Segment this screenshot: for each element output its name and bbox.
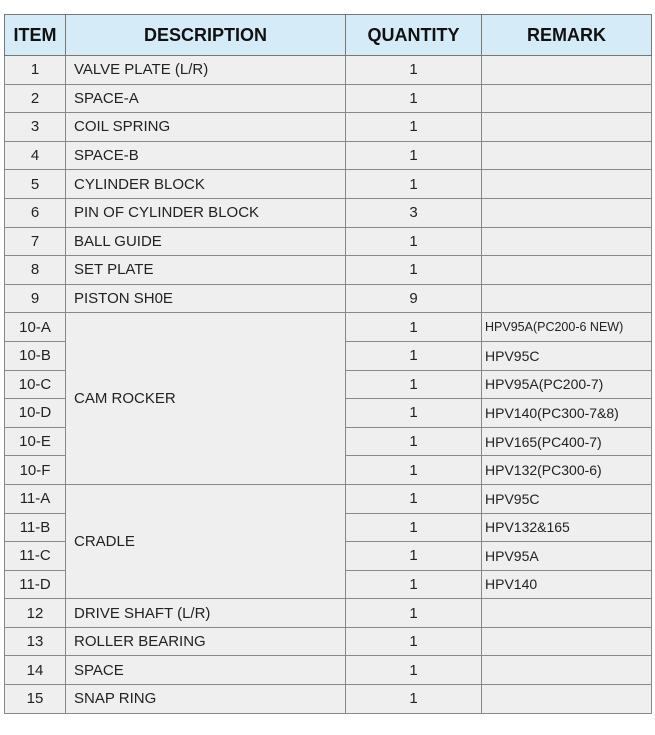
item-cell: 4	[5, 141, 66, 170]
parts-table	[4, 14, 652, 714]
table-row	[5, 627, 652, 656]
table-row	[5, 256, 652, 285]
table-row	[5, 84, 652, 113]
remark-cell	[482, 227, 652, 256]
remark-cell: HPV95A(PC200-6 NEW)	[482, 313, 652, 342]
description-cell: SPACE-B	[66, 141, 346, 170]
quantity-cell: 1	[346, 227, 482, 256]
description-cell: CYLINDER BLOCK	[66, 170, 346, 199]
item-cell: 10-C	[5, 370, 66, 399]
header-quantity: QUANTITY	[346, 15, 482, 56]
table-row	[5, 198, 652, 227]
item-cell: 7	[5, 227, 66, 256]
item-cell: 9	[5, 284, 66, 313]
table-row	[5, 141, 652, 170]
remark-cell: HPV132(PC300-6)	[482, 456, 652, 485]
table-row	[5, 656, 652, 685]
quantity-cell: 1	[346, 170, 482, 199]
quantity-cell: 1	[346, 399, 482, 428]
quantity-cell: 1	[346, 542, 482, 571]
remark-cell	[482, 170, 652, 199]
table-row	[5, 227, 652, 256]
description-cell: PIN OF CYLINDER BLOCK	[66, 198, 346, 227]
table-row	[5, 284, 652, 313]
remark-cell	[482, 198, 652, 227]
item-cell: 10-D	[5, 399, 66, 428]
item-cell: 11-C	[5, 542, 66, 571]
item-cell: 11-A	[5, 484, 66, 513]
quantity-cell: 1	[346, 313, 482, 342]
description-cell: SET PLATE	[66, 256, 346, 285]
table-row	[5, 170, 652, 199]
table-row	[5, 313, 652, 342]
item-cell: 1	[5, 56, 66, 85]
quantity-cell: 1	[346, 570, 482, 599]
item-cell: 10-F	[5, 456, 66, 485]
quantity-cell: 1	[346, 113, 482, 142]
remark-cell	[482, 685, 652, 714]
quantity-cell: 1	[346, 656, 482, 685]
item-cell: 6	[5, 198, 66, 227]
remark-cell	[482, 284, 652, 313]
description-cell: VALVE PLATE (L/R)	[66, 56, 346, 85]
remark-cell: HPV95C	[482, 341, 652, 370]
item-cell: 2	[5, 84, 66, 113]
remark-cell	[482, 113, 652, 142]
description-cell: COIL SPRING	[66, 113, 346, 142]
item-cell: 5	[5, 170, 66, 199]
remark-cell	[482, 599, 652, 628]
quantity-cell: 1	[346, 599, 482, 628]
remark-cell	[482, 656, 652, 685]
quantity-cell: 1	[346, 341, 482, 370]
remark-cell: HPV165(PC400-7)	[482, 427, 652, 456]
table-row	[5, 56, 652, 85]
remark-cell	[482, 56, 652, 85]
description-cell: DRIVE SHAFT (L/R)	[66, 599, 346, 628]
item-cell: 13	[5, 627, 66, 656]
description-cell: SPACE	[66, 656, 346, 685]
quantity-cell: 1	[346, 427, 482, 456]
table-row	[5, 685, 652, 714]
description-cell: CRADLE	[66, 484, 346, 598]
quantity-cell: 1	[346, 456, 482, 485]
remark-cell	[482, 84, 652, 113]
table-row	[5, 599, 652, 628]
remark-cell: HPV132&165	[482, 513, 652, 542]
description-cell: SNAP RING	[66, 685, 346, 714]
item-cell: 8	[5, 256, 66, 285]
quantity-cell: 1	[346, 484, 482, 513]
remark-cell	[482, 141, 652, 170]
item-cell: 11-D	[5, 570, 66, 599]
remark-cell: HPV140(PC300-7&8)	[482, 399, 652, 428]
description-cell: CAM ROCKER	[66, 313, 346, 485]
header-row	[5, 15, 652, 56]
quantity-cell: 3	[346, 198, 482, 227]
item-cell: 15	[5, 685, 66, 714]
quantity-cell: 1	[346, 513, 482, 542]
remark-cell: HPV140	[482, 570, 652, 599]
remark-cell: HPV95A(PC200-7)	[482, 370, 652, 399]
item-cell: 10-B	[5, 341, 66, 370]
item-cell: 11-B	[5, 513, 66, 542]
quantity-cell: 1	[346, 56, 482, 85]
remark-cell: HPV95C	[482, 484, 652, 513]
quantity-cell: 1	[346, 141, 482, 170]
parts-list	[4, 14, 652, 714]
item-cell: 14	[5, 656, 66, 685]
quantity-cell: 1	[346, 627, 482, 656]
item-cell: 10-E	[5, 427, 66, 456]
quantity-cell: 1	[346, 370, 482, 399]
item-cell: 12	[5, 599, 66, 628]
header-item: ITEM	[5, 15, 66, 56]
item-cell: 10-A	[5, 313, 66, 342]
description-cell: SPACE-A	[66, 84, 346, 113]
item-cell: 3	[5, 113, 66, 142]
quantity-cell: 9	[346, 284, 482, 313]
table-row	[5, 484, 652, 513]
table-row	[5, 113, 652, 142]
remark-cell	[482, 627, 652, 656]
quantity-cell: 1	[346, 84, 482, 113]
description-cell: BALL GUIDE	[66, 227, 346, 256]
description-cell: ROLLER BEARING	[66, 627, 346, 656]
remark-cell	[482, 256, 652, 285]
header-description: DESCRIPTION	[66, 15, 346, 56]
remark-cell: HPV95A	[482, 542, 652, 571]
header-remark: REMARK	[482, 15, 652, 56]
quantity-cell: 1	[346, 256, 482, 285]
description-cell: PISTON SH0E	[66, 284, 346, 313]
quantity-cell: 1	[346, 685, 482, 714]
